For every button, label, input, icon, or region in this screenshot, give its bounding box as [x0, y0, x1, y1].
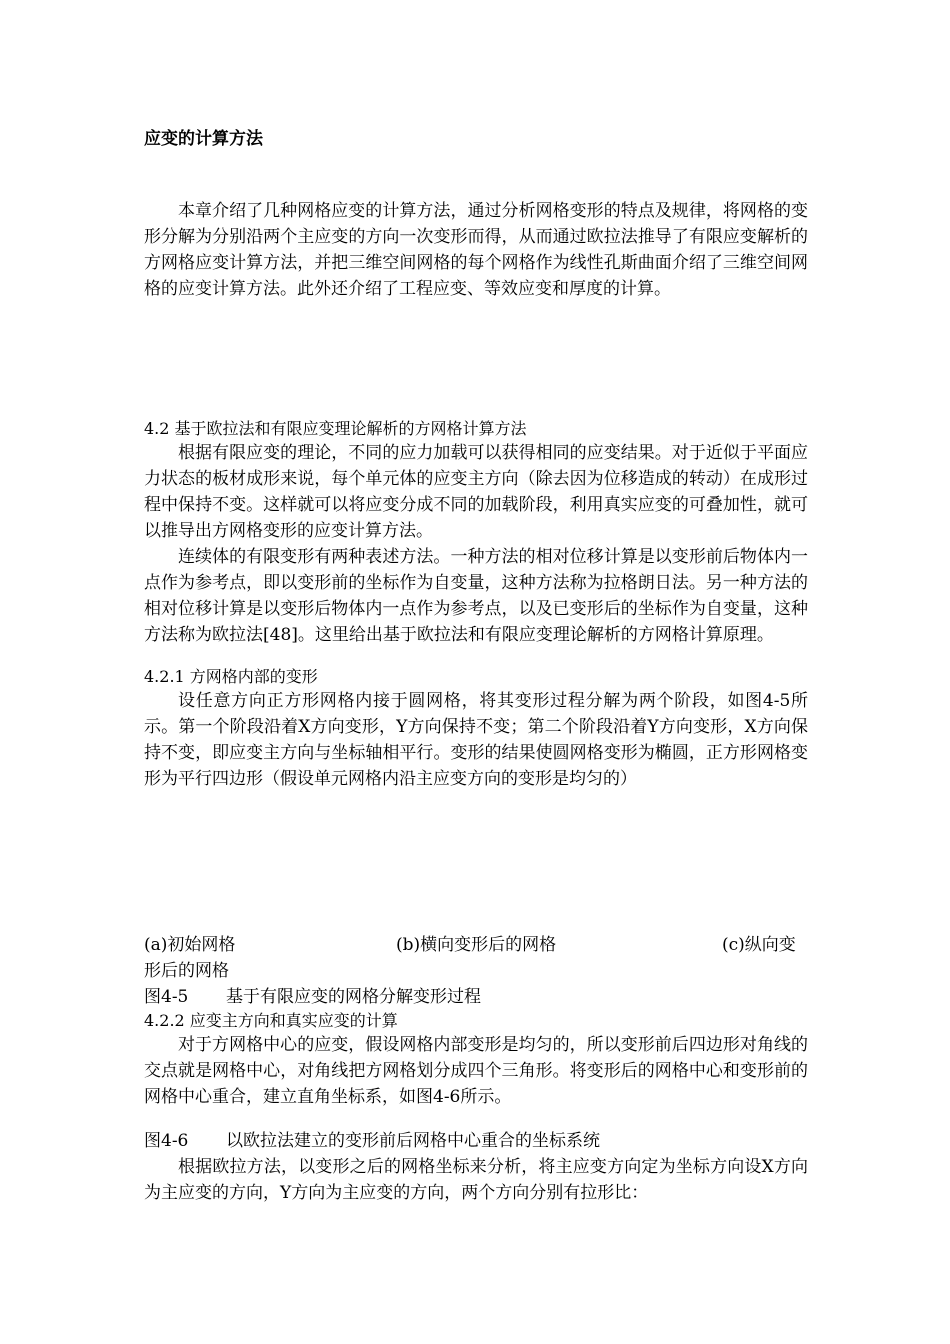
figure-4-5-caption-c: (c)纵向变	[722, 935, 796, 955]
section-heading-4-2-2: 4.2.2 应变主方向和真实应变的计算	[144, 1011, 398, 1030]
closing-paragraph: 根据欧拉方法，以变形之后的网格坐标来分析，将主应变方向定为坐标方向设X方向为主应变的方向，Y方向为主应变的方向，两个方向分别有拉形比：	[144, 1157, 808, 1203]
figure-4-5-caption-b: (b)横向变形后的网格	[396, 935, 557, 955]
figure-4-5-caption-a: (a)初始网格	[144, 935, 236, 955]
section-4-2-1-paragraph-1: 设任意方向正方形网格内接于圆网格，将其变形过程分解为两个阶段，如图4-5所示。第一个阶段沿着X方向变形，Y方向保持不变；第二个阶段沿着Y方向变形，X方向保持不变，即应变主方向与坐标轴相平行。变形的结果使圆网格变形为椭圆，正方形网格变形为平行四边形（假设单元网格内沿主应变方向的变形是均匀的）	[144, 691, 808, 789]
figure-4-5-number: 图4-5	[144, 987, 189, 1007]
section-4-2-paragraph-2: 连续体的有限变形有两种表述方法。一种方法的相对位移计算是以变形前后物体内一点作为参考点，即以变形前的坐标作为自变量，这种方法称为拉格朗日法。另一种方法的相对位移计算是以变形后物体内一点作为参考点，以及已变形后的坐标作为自变量，这种方法称为欧拉法[48]。这里给出基于欧拉法和有限应变理论解析的方网格计算原理。	[144, 547, 808, 645]
figure-4-5-label	[144, 984, 481, 1010]
figure-4-5-title: 基于有限应变的网格分解变形过程	[226, 987, 481, 1007]
figure-4-6-label	[144, 1128, 600, 1154]
section-4-2-2-paragraph-1: 对于方网格中心的应变，假设网格内部变形是均匀的，所以变形前后四边形对角线的交点就是网格中心，对角线把方网格划分成四个三角形。将变形后的网格中心和变形前的网格中心重合，建立直角坐标系，如图4-6所示。	[144, 1035, 808, 1107]
section-4-2-paragraph-1: 根据有限应变的理论，不同的应力加载可以获得相同的应变结果。对于近似于平面应力状态的板材成形来说，每个单元体的应变主方向（除去因为位移造成的转动）在成形过程中保持不变。这样就可以将应变分成不同的加载阶段，利用真实应变的可叠加性，就可以推导出方网格变形的应变计算方法。	[144, 443, 808, 541]
section-heading-4-2: 4.2 基于欧拉法和有限应变理论解析的方网格计算方法	[144, 419, 527, 438]
figure-4-6-title: 以欧拉法建立的变形前后网格中心重合的坐标系统	[226, 1131, 600, 1151]
figure-4-5-caption-c-continued: 形后的网格	[144, 961, 229, 981]
chapter-abstract: 本章介绍了几种网格应变的计算方法，通过分析网格变形的特点及规律，将网格的变形分解为分别沿两个主应变的方向一次变形而得，从而通过欧拉法推导了有限应变解析的方网格应变计算方法，并把三维空间网格的每个网格作为线性孔斯曲面介绍了三维空间网格的应变计算方法。此外还介绍了工程应变、等效应变和厚度的计算。	[144, 201, 808, 299]
figure-4-6-number: 图4-6	[144, 1131, 189, 1151]
section-heading-4-2-1: 4.2.1 方网格内部的变形	[144, 667, 318, 686]
document-title: 应变的计算方法	[144, 129, 263, 149]
